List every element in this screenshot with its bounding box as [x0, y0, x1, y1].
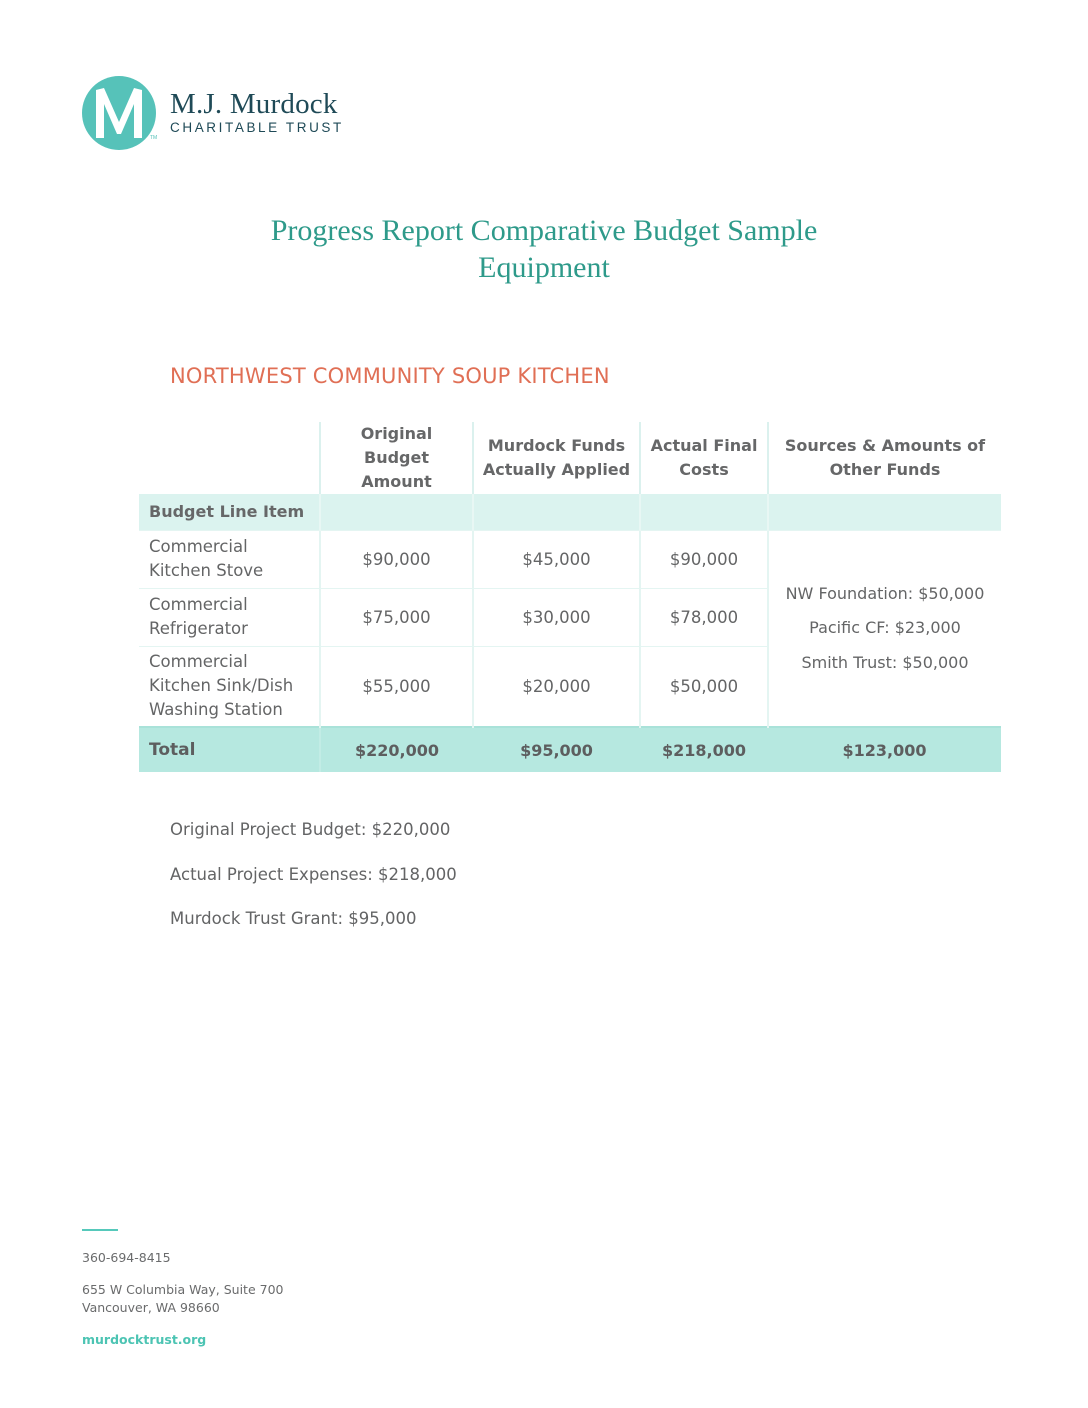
murdock-funds-cell: $30,000 [473, 588, 640, 646]
other-fund-source: Pacific CF: $23,000 [809, 618, 961, 637]
footer-address: 655 W Columbia Way, Suite 700 Vancouver, WA 98660 [82, 1282, 284, 1315]
band-label: Budget Line Item [139, 494, 320, 530]
header-other-funds: Sources & Amounts of Other Funds [768, 422, 1001, 494]
original-budget-cell: $75,000 [320, 588, 473, 646]
line-item-name: Commercial Kitchen Stove [139, 530, 320, 588]
murdock-funds-cell: $45,000 [473, 530, 640, 588]
budget-table [139, 422, 1001, 772]
original-budget-cell: $90,000 [320, 530, 473, 588]
header-original-budget: Original Budget Amount [320, 422, 473, 494]
header-actual-costs: Actual Final Costs [640, 422, 768, 494]
summary-original-budget: Original Project Budget: $220,000 [170, 820, 451, 839]
organization-heading: NORTHWEST COMMUNITY SOUP KITCHEN [170, 364, 610, 388]
title-line-1: Progress Report Comparative Budget Sample [270, 214, 818, 247]
title-line-2: Equipment [478, 251, 610, 284]
other-funds-cell [768, 530, 1001, 727]
footer [82, 1249, 283, 1349]
footer-divider [82, 1229, 118, 1231]
total-original-budget: $220,000 [320, 727, 473, 772]
logo-subtitle: CHARITABLE TRUST [170, 120, 344, 135]
table-header-row [139, 422, 1001, 494]
other-fund-source: NW Foundation: $50,000 [785, 583, 985, 603]
line-item-name: Commercial Kitchen Sink/Dish Washing Station [139, 646, 320, 727]
original-budget-cell: $55,000 [320, 646, 473, 727]
actual-costs-cell: $90,000 [640, 530, 768, 588]
footer-phone: 360-694-8415 [82, 1250, 171, 1265]
header-murdock-funds: Murdock Funds Actually Applied [473, 422, 640, 494]
summary-actual-expenses: Actual Project Expenses: $218,000 [170, 864, 457, 884]
line-item-name: Commercial Refrigerator [139, 588, 320, 646]
project-summary [170, 817, 457, 951]
actual-costs-cell: $78,000 [640, 588, 768, 646]
document-title [0, 212, 1088, 286]
header-empty [139, 422, 320, 494]
total-actual-costs: $218,000 [640, 727, 768, 772]
total-other-funds: $123,000 [768, 727, 1001, 772]
logo-name: M.J. Murdock [170, 88, 338, 120]
trademark-symbol: TM [150, 135, 158, 141]
budget-line-item-band [139, 494, 1001, 530]
other-fund-source: Smith Trust: $50,000 [801, 652, 969, 672]
footer-website-link[interactable]: murdocktrust.org [82, 1332, 207, 1347]
total-row [139, 727, 1001, 772]
logo [82, 76, 344, 150]
actual-costs-cell: $50,000 [640, 646, 768, 727]
table-row [139, 530, 1001, 588]
murdock-funds-cell: $20,000 [473, 646, 640, 727]
total-murdock-funds: $95,000 [473, 727, 640, 772]
murdock-m-logo-icon [82, 76, 156, 150]
summary-grant: Murdock Trust Grant: $95,000 [170, 909, 417, 928]
total-label: Total [139, 727, 320, 772]
